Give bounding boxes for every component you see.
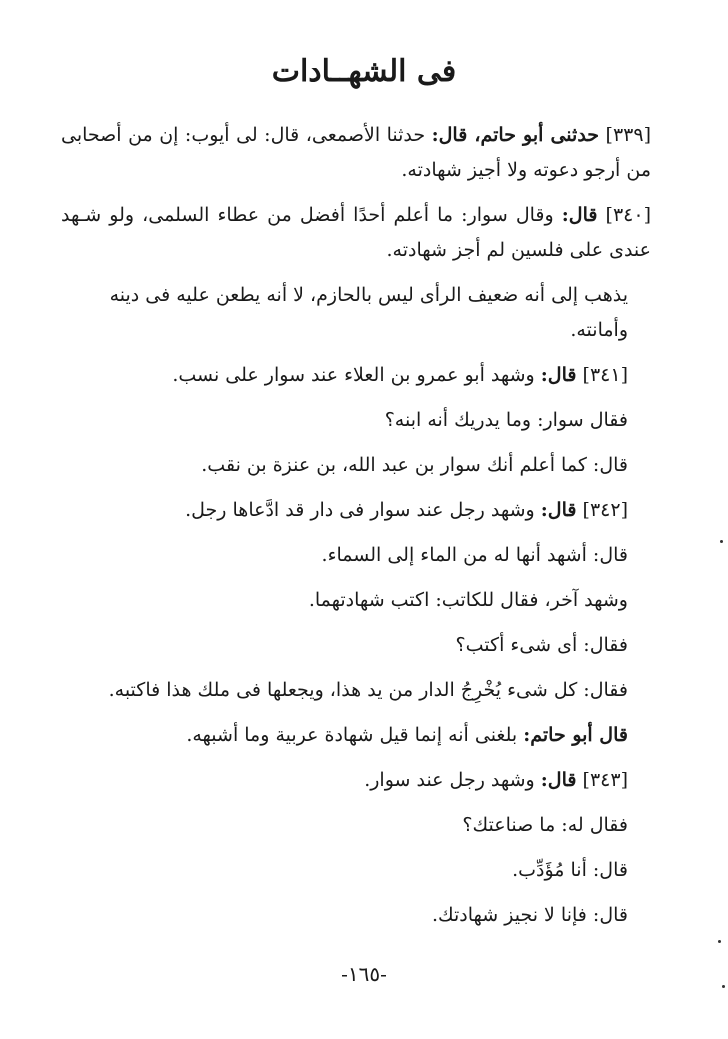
paragraph-text: قال: أشهد أنها له من الماء إلى السماء. [321,544,628,566]
paragraph-text: وشهد رجل عند سوار. [364,769,535,791]
paragraph-line [61,853,651,888]
paragraph-342 [61,493,651,528]
paragraph-line [61,583,651,618]
paragraph-line [61,628,651,663]
paragraph-line [61,538,651,573]
paragraph-text: قال: فإنا لا نجيز شهادتك. [431,904,628,926]
paragraph-text: يذهب إلى أنه ضعيف الرأى ليس بالحازم، لا أنه يطعن عليه فى دينه وأمانته. [109,284,628,341]
paragraph-text: فقال: أى شىء أكتب؟ [455,634,628,656]
paragraph-lead: قال: [540,364,577,386]
paragraph-lead: قال: [540,499,577,521]
paragraph-lead: قال: [540,769,577,791]
paragraph-line [61,673,651,708]
paragraph-lead: قال: [561,204,598,226]
paragraph-text: بلغنى أنه إنما قيل شهادة عربية وما أشبهه. [186,724,518,746]
paragraph-340 [61,198,651,268]
scan-speck [720,540,723,543]
paragraph-339 [61,118,651,188]
paragraph-line [61,808,651,843]
paragraph-text: قال: كما أعلم أنك سوار بن عبد الله، بن عنزة بن نقب. [201,454,628,476]
paragraph-line [61,898,651,933]
paragraph-number: [٣٤٠] [605,204,652,226]
paragraph-text: فقال سوار: وما يدريك أنه ابنه؟ [384,409,628,431]
paragraph-number: [٣٣٩] [605,124,651,146]
paragraph-line [61,403,651,438]
paragraph-text: فقال: كل شىء يُخْرِجُ الدار من يد هذا، ويجعلها فى ملك هذا فاكتبه. [108,679,628,701]
paragraph-text: وشهد آخر، فقال للكاتب: اكتب شهادتهما. [308,589,628,611]
page-number: -١٦٥- [341,962,387,986]
scan-speck [722,985,725,988]
paragraph-number: [٣٤١] [582,364,628,386]
paragraph-text: وشهد أبو عمرو بن العلاء عند سوار على نسب. [172,364,535,386]
scan-speck [718,940,721,943]
paragraph-text: قال: أنا مُؤَدِّب. [512,859,628,881]
paragraph-text: فقال له: ما صناعتك؟ [462,814,628,836]
paragraph-341 [61,358,651,393]
paragraph-line [61,448,651,483]
paragraph-abu-hatim [61,718,651,753]
paragraph-lead: قال أبو حاتم: [523,724,628,746]
paragraph-lead: حدثنى أبو حاتم، قال: [431,124,600,146]
paragraph-343 [61,763,651,798]
paragraph-commentary [61,278,651,348]
text-body [61,118,651,943]
paragraph-text: حدثنا الأصمعى، قال: لى أيوب: إن من أصحابى من أرجو دعوته ولا أجيز شهادته. [61,124,651,181]
page-title: فى الشهــادات [271,54,457,89]
paragraph-number: [٣٤٢] [582,499,628,521]
paragraph-number: [٣٤٣] [582,769,628,791]
paragraph-text: وشهد رجل عند سوار فى دار قد ادَّعاها رجل. [185,499,535,521]
paragraph-text: وقال سوار: ما أعلم أحدًا أفضل من عطاء السلمى، ولو شـهد عندى على فلسين لم أجز شهادته. [61,204,651,261]
